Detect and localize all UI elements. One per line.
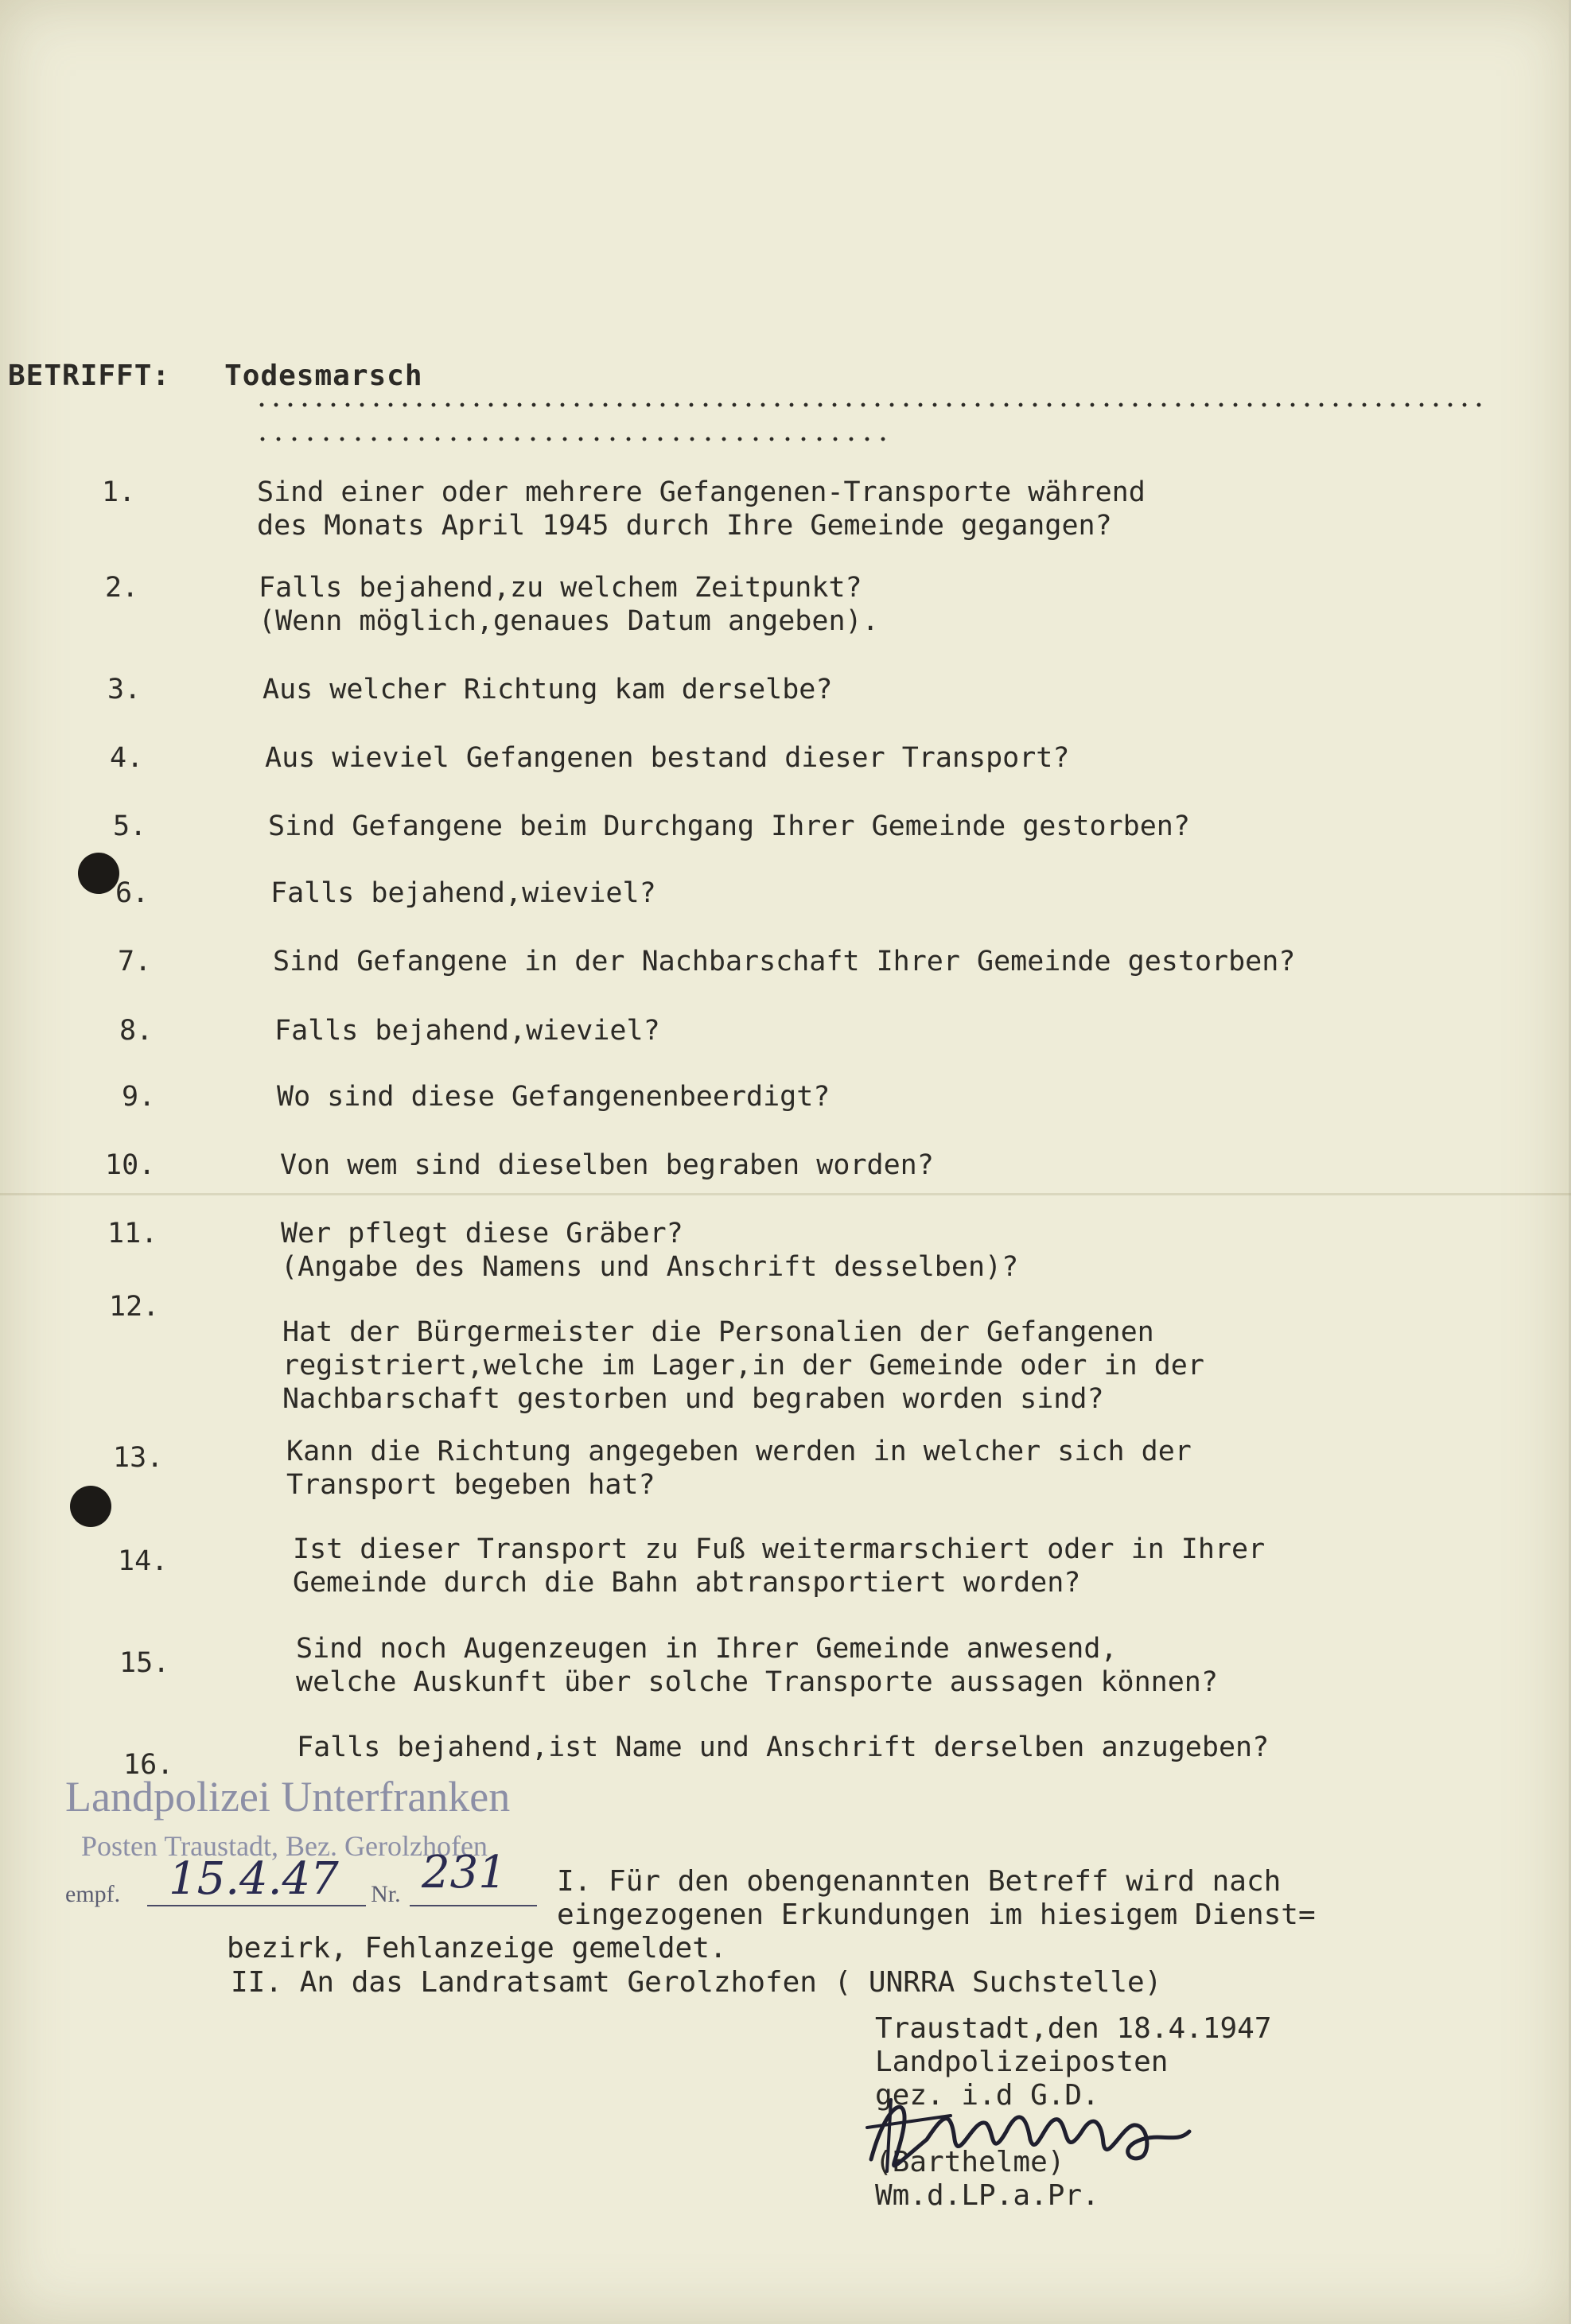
question-number: 13. [113, 1442, 164, 1474]
question-line: Wer pflegt diese Gräber? [281, 1218, 683, 1249]
question-line: welche Auskunft über solche Transporte aussagen können? [296, 1666, 1218, 1698]
subject-label: BETRIFFT: [8, 359, 171, 392]
question-number: 9. [122, 1081, 156, 1113]
question-line: Hat der Bürgermeister die Personalien der Gefangenen [282, 1316, 1154, 1348]
question-number: 16. [123, 1749, 174, 1781]
subject-line [8, 359, 1543, 392]
question-number: 14. [118, 1545, 169, 1577]
question-line: Transport begeben hat? [286, 1469, 655, 1501]
question-number: 8. [119, 1015, 154, 1047]
question-number: 4. [110, 742, 144, 774]
question-line: Aus welcher Richtung kam derselbe? [263, 674, 833, 705]
question-line: Kann die Richtung angegeben werden in welcher sich der [286, 1436, 1192, 1467]
signatory-name: (Barthelme) [875, 2146, 1065, 2178]
question-number: 1. [102, 476, 136, 508]
reply-line-1: I. Für den obengenannten Betreff wird nach [557, 1865, 1282, 1898]
register-number-handwritten: 231 [422, 1847, 507, 1898]
question-line: Falls bejahend,wieviel? [270, 877, 656, 909]
stamp-nr-label: Nr. [371, 1881, 401, 1907]
question-number: 7. [118, 946, 152, 977]
date-underline [147, 1905, 366, 1906]
reply-line-3: bezirk, Fehlanzeige gemeldet. [227, 1932, 727, 1965]
question-line: Sind noch Augenzeugen in Ihrer Gemeinde anwesend, [296, 1633, 1118, 1665]
question-line: Sind Gefangene in der Nachbarschaft Ihrer Gemeinde gestorben? [273, 946, 1296, 977]
question-line: registriert,welche im Lager,in der Gemeinde oder in der [282, 1350, 1204, 1382]
question-line: Falls bejahend,wieviel? [274, 1015, 660, 1047]
handwritten-signature [855, 2084, 1205, 2187]
question-line: Falls bejahend,ist Name und Anschrift derselben anzugeben? [297, 1731, 1270, 1763]
question-number: 12. [109, 1291, 160, 1323]
number-underline [410, 1905, 537, 1906]
stamp-subtitle: Posten Traustadt, Bez. Gerolzhofen [81, 1830, 488, 1862]
question-line: Aus wieviel Gefangenen bestand dieser Transport? [265, 742, 1070, 774]
dotted-rule-second [255, 436, 891, 442]
question-line: Sind einer oder mehrere Gefangenen-Transporte während [257, 476, 1146, 508]
signed-note: gez. i.d G.D. [875, 2079, 1099, 2112]
place-date: Traustadt,den 18.4.1947 [875, 2012, 1272, 2045]
question-number: 11. [107, 1218, 158, 1249]
question-line: Von wem sind dieselben begraben worden? [280, 1149, 934, 1181]
page-margin [1571, 0, 1591, 2324]
question-line: Nachbarschaft gestorben und begraben worden sind? [282, 1383, 1104, 1415]
reply-line-4: II. An das Landratsamt Gerolzhofen ( UNRRA Suchstelle) [231, 1966, 1162, 1999]
subject-text: Todesmarsch [224, 359, 423, 392]
punch-hole-top [78, 853, 119, 894]
question-line: Falls bejahend,zu welchem Zeitpunkt? [259, 572, 862, 604]
question-line: des Monats April 1945 durch Ihre Gemeinde gegangen? [257, 510, 1112, 542]
question-number: 15. [119, 1647, 170, 1679]
reply-line-2: eingezogenen Erkundungen im hiesigem Dienst= [557, 1898, 1316, 1931]
question-line: (Angabe des Namens und Anschrift desselben)? [281, 1251, 1019, 1283]
question-line: Ist dieser Transport zu Fuß weitermarschiert oder in Ihrer [293, 1533, 1266, 1565]
fold-line [0, 1193, 1571, 1195]
question-number: 6. [115, 877, 150, 909]
question-number: 5. [113, 810, 147, 842]
signatory-rank: Wm.d.LP.a.Pr. [875, 2179, 1099, 2212]
question-line: Gemeinde durch die Bahn abtransportiert worden? [293, 1567, 1081, 1599]
question-line: Wo sind diese Gefangenenbeerdigt? [277, 1081, 831, 1113]
punch-hole-bottom [70, 1486, 111, 1527]
question-number: 3. [107, 674, 142, 705]
dotted-rule [255, 402, 1488, 408]
issuing-office: Landpolizeiposten [875, 2046, 1169, 2078]
stamp-title: Landpolizei Unterfranken [65, 1773, 511, 1821]
question-line: (Wenn möglich,genaues Datum angeben). [259, 605, 879, 637]
question-number: 10. [105, 1149, 156, 1181]
received-date-handwritten: 15.4.47 [169, 1853, 339, 1905]
question-number: 2. [105, 572, 139, 604]
question-line: Sind Gefangene beim Durchgang Ihrer Gemeinde gestorben? [268, 810, 1190, 842]
stamp-empf-label: empf. [65, 1881, 121, 1907]
